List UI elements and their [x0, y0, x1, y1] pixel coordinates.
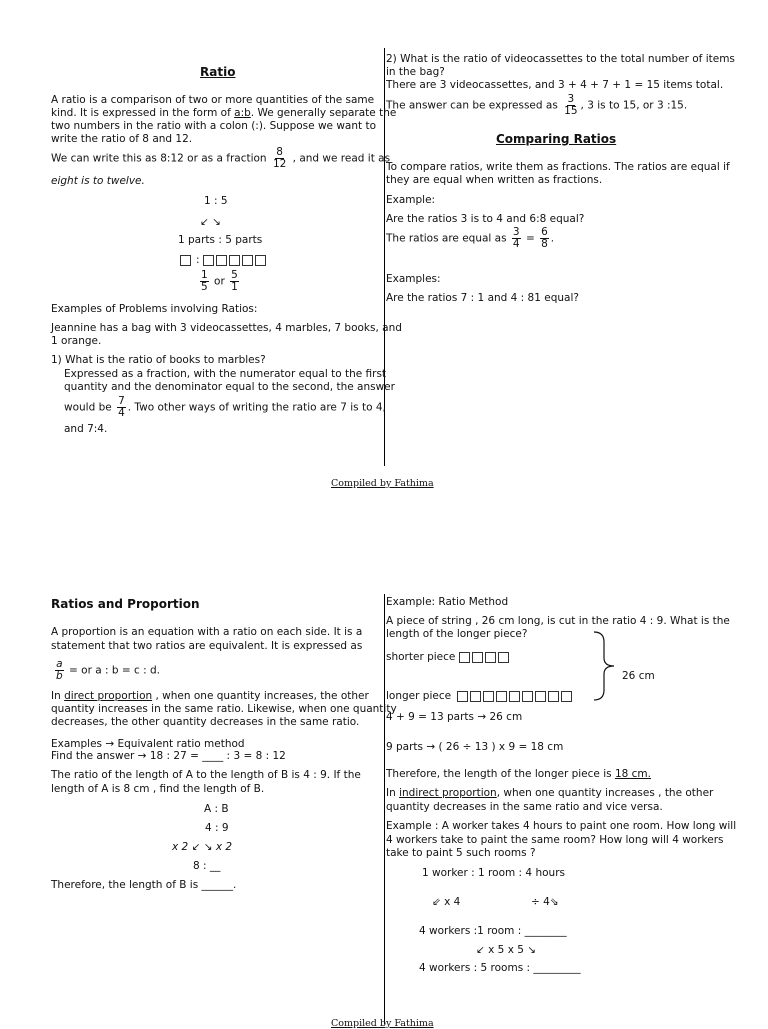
total-label: 26 cm — [622, 670, 655, 682]
worker-arrows: ⇙ x 4 — [432, 896, 461, 908]
body-text: To compare ratios, write them as fractions. The ratios are equal if — [386, 161, 730, 173]
body-text: A ratio is a comparison of two or more quantities of the same — [51, 94, 375, 106]
body-text: Examples → Equivalent ratio method — [51, 738, 245, 750]
body-text: The ratio of the length of A to the length of B is 4 : 9. If the — [51, 769, 361, 781]
body-text: Are the ratios 3 is to 4 and 6:8 equal? — [386, 213, 585, 225]
body-text: Example : A worker takes 4 hours to paint one room. How long will — [386, 820, 737, 832]
body-text: We can write this as 8:12 or as a fraction $\frac{8}{12}$ , and we read it as — [51, 146, 391, 170]
body-text: decreases, the other quantity decreases in the same ratio. — [51, 716, 360, 728]
multiplier-arrows: x 2 ↙ ↘ x 2 — [172, 841, 233, 853]
question: 2) What is the ratio of videocassettes to the total number of items — [386, 53, 735, 65]
bar-model-shorter: shorter piece — [386, 651, 511, 663]
body-text: In direct proportion , when one quantity increases, the other — [51, 690, 369, 702]
body-text: Example: Ratio Method — [386, 596, 509, 608]
worker-arrows: ↙ x 5 x 5 ↘ — [476, 944, 537, 956]
body-text: would be $\frac{7}{4}$ . Two other ways of writing the ratio are 7 is to 4, — [64, 395, 386, 419]
body-text: kind. It is expressed in the form of a:b. We generally separate the — [51, 107, 397, 119]
body-text: Examples: — [386, 273, 441, 285]
body-text: quantity and the denominator equal to the second, the answer — [64, 381, 395, 393]
body-text: they are equal when written as fractions. — [386, 174, 603, 186]
ratio-example: 1 : 5 — [204, 195, 228, 207]
body-text: A proportion is an equation with a ratio on each side. It is a — [51, 626, 363, 638]
body-text: statement that two ratios are equivalent. It is expressed as — [51, 640, 363, 652]
body-text: A piece of string , 26 cm long, is cut in the ratio 4 : 9. What is the — [386, 615, 730, 627]
body-text: quantity decreases in the same ratio and vice versa. — [386, 801, 663, 813]
section-heading: Examples of Problems involving Ratios: — [51, 303, 258, 315]
body-text: Jeannine has a bag with 3 videocassettes, 4 marbles, 7 books, and — [51, 322, 402, 334]
body-text: length of A is 8 cm , find the length of B. — [51, 783, 265, 795]
ratio-label: A : B — [204, 803, 229, 815]
body-text: In indirect proportion, when one quantity increases , the other — [386, 787, 714, 799]
fraction: $\frac{8}{12}$ — [272, 146, 287, 170]
body-text: There are 3 videocassettes, and 3 + 4 + 7 + 1 = 15 items total. — [386, 79, 724, 91]
body-text: The answer can be expressed as $\frac{3}{15}$ , 3 is to 15, or 3 :15. — [386, 93, 688, 117]
body-text: quantity increases in the same ratio. Likewise, when one quantity — [51, 703, 397, 715]
question: 1) What is the ratio of books to marbles? — [51, 354, 266, 366]
body-text: and 7:4. — [64, 423, 108, 435]
box-diagram: : — [180, 254, 268, 266]
fraction-line: $\frac{1}{5}$ or $\frac{5}{1}$ — [201, 269, 238, 293]
body-text: eight is to twelve. — [51, 175, 145, 187]
column-divider — [384, 594, 385, 1024]
footer-credit: Compiled by Fathima — [331, 478, 434, 489]
body-text: Expressed as a fraction, with the numerator equal to the first — [64, 368, 387, 380]
body-text: 9 parts → ( 26 ÷ 13 ) x 9 = 18 cm — [386, 741, 564, 753]
body-text: Therefore, the length of B is ______. — [51, 879, 237, 891]
worker-arrows: ÷ 4⇘ — [531, 896, 559, 908]
body-text: 4 workers take to paint the same room? How long will 4 workers — [386, 834, 724, 846]
body-text: Are the ratios 7 : 1 and 4 : 81 equal? — [386, 292, 579, 304]
page-title: Ratio — [200, 65, 236, 79]
body-text: 4 + 9 = 13 parts → 26 cm — [386, 711, 523, 723]
section-title: Ratios and Proportion — [51, 597, 200, 611]
body-text: two numbers in the ratio with a colon (:). Suppose we want to — [51, 120, 377, 132]
parts-line: 1 parts : 5 parts — [178, 234, 263, 246]
worker-line: 4 workers :1 room : ________ — [419, 925, 567, 937]
body-text: write the ratio of 8 and 12. — [51, 133, 193, 145]
body-text: take to paint 5 such rooms ? — [386, 847, 536, 859]
body-text: Therefore, the length of the longer piece is 18 cm. — [386, 768, 651, 780]
body-text: The ratios are equal as $\frac{3}{4}$ = $\frac{6}{8}$ . — [386, 226, 555, 250]
ratio-label: 4 : 9 — [205, 822, 229, 834]
body-text: length of the longer piece? — [386, 628, 528, 640]
body-text: $\frac{a}{b}$ = or a : b = c : d. — [56, 658, 161, 682]
ratio-label: 8 : __ — [193, 860, 221, 872]
arrows: ↙ ↘ — [200, 216, 221, 228]
worker-line: 4 workers : 5 rooms : _________ — [419, 962, 581, 974]
bar-model-longer: longer piece — [386, 690, 574, 702]
worker-line: 1 worker : 1 room : 4 hours — [422, 867, 565, 879]
section-title: Comparing Ratios — [496, 132, 617, 146]
brace-icon — [592, 630, 622, 702]
body-text: 1 orange. — [51, 335, 102, 347]
body-text: Find the answer → 18 : 27 = ____ : 3 = 8 : 12 — [51, 750, 286, 762]
footer-credit: Compiled by Fathima — [331, 1018, 434, 1029]
body-text: in the bag? — [386, 66, 445, 78]
body-text: Example: — [386, 194, 436, 206]
